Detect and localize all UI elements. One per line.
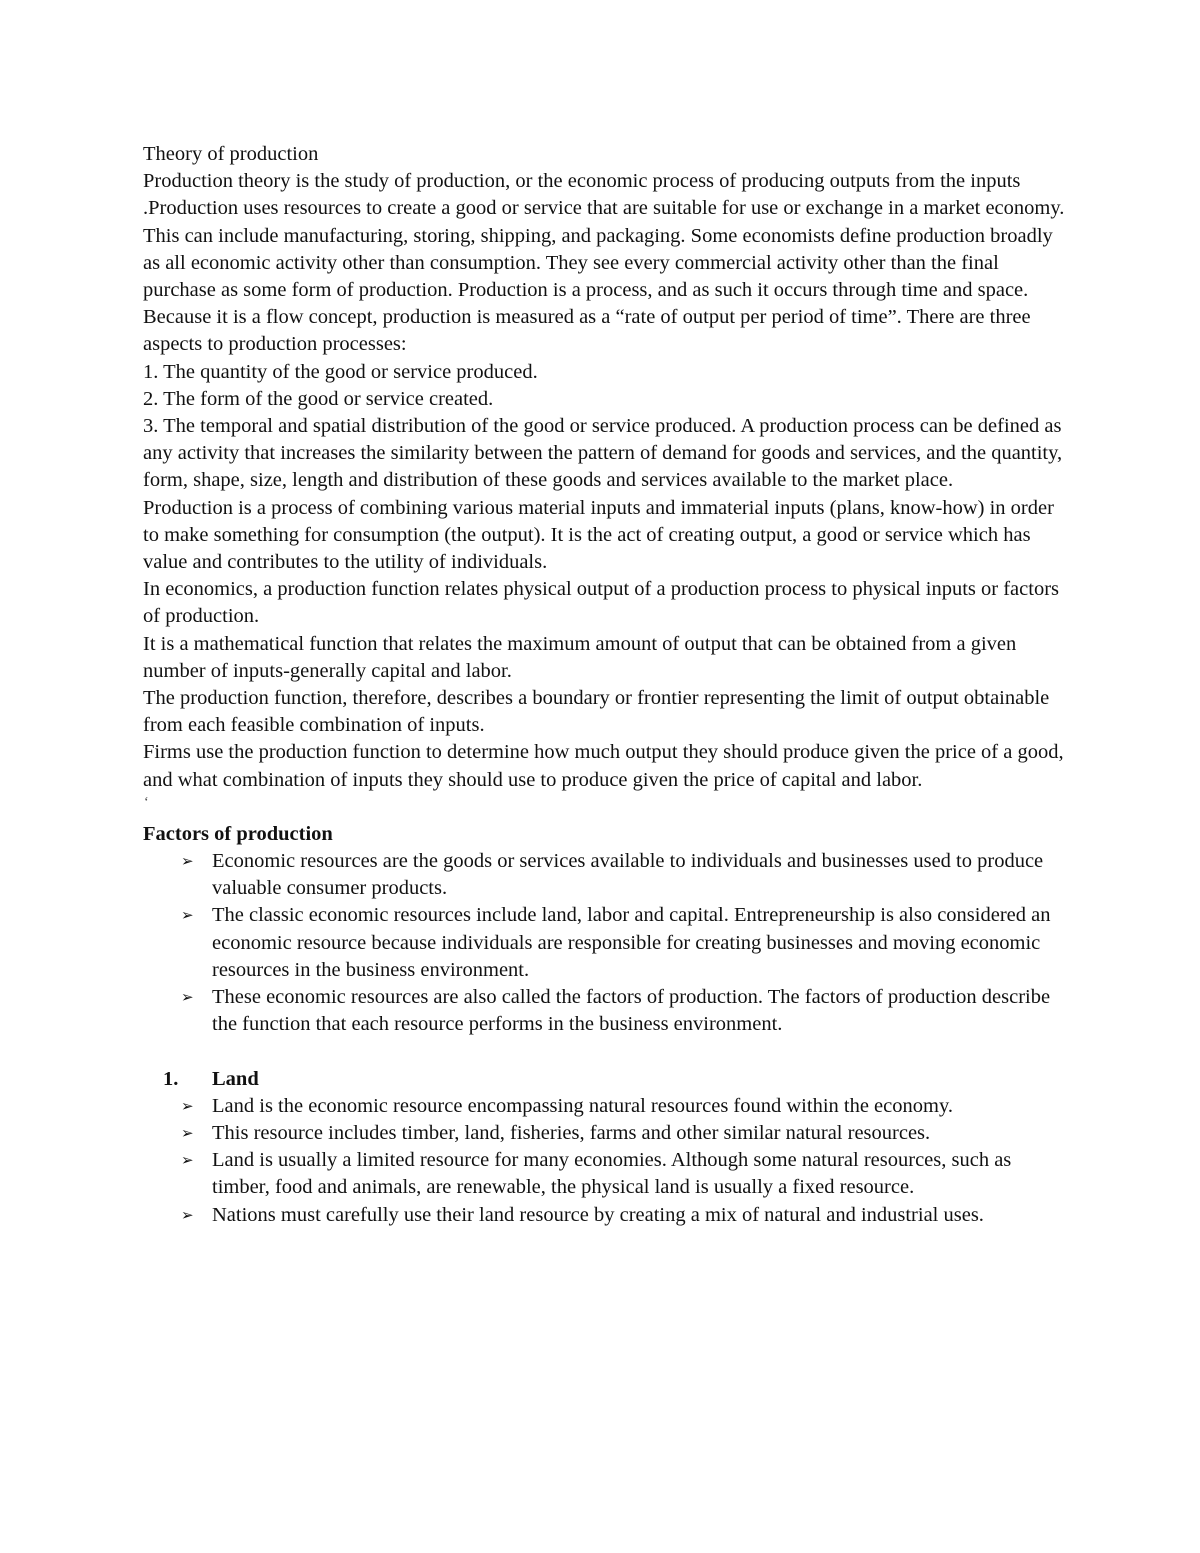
aspect-item-2: 2. The form of the good or service created. bbox=[143, 387, 494, 410]
arrow-bullet-icon: ➢ bbox=[181, 1096, 194, 1115]
paragraph-production-process: Production is a process of combining various material inputs and immaterial inputs (plans, know-how) in order to make something for consumption (the output). It is the act of creating output, a good or service which has value and contributes to the utility of individuals. bbox=[143, 496, 1054, 574]
arrow-bullet-icon: ➢ bbox=[181, 988, 194, 1007]
factors-heading: Factors of production bbox=[143, 822, 333, 845]
list-item bbox=[143, 902, 1073, 984]
list-item bbox=[143, 1202, 1073, 1229]
section-spacer bbox=[143, 1039, 1073, 1066]
list-item bbox=[143, 984, 1073, 1038]
factors-bullet-list bbox=[143, 848, 1073, 1038]
document-body bbox=[143, 141, 1073, 1229]
arrow-bullet-icon: ➢ bbox=[181, 1151, 194, 1170]
land-heading-text: Land bbox=[212, 1067, 259, 1090]
paragraph-firms: Firms use the production function to determine how much output they should produce given the price of a good, and what combination of inputs they should use to produce given the price of capital and labor. bbox=[143, 741, 1064, 791]
paragraph-boundary: The production function, therefore, describes a boundary or frontier representing the limit of output obtainable from each feasible combination of inputs. bbox=[143, 687, 1050, 737]
aspect-item-1: 1. The quantity of the good or service produced. bbox=[143, 360, 538, 383]
list-item bbox=[143, 848, 1073, 902]
bullet-text: This resource includes timber, land, fisheries, farms and other similar natural resources. bbox=[212, 1121, 931, 1144]
list-item bbox=[143, 1120, 1073, 1147]
document-title: Theory of production bbox=[143, 143, 319, 165]
arrow-bullet-icon: ➢ bbox=[181, 1123, 194, 1142]
aspect-item-3: 3. The temporal and spatial distribution of the good or service produced. A production process can be defined as any activity that increases the similarity between the pattern of demand for goods and services, and the quantity, form, shape, size, length and distribution of these goods and services available to the market place. bbox=[143, 415, 1063, 492]
bullet-text: These economic resources are also called the factors of production. The factors of production describe the function that each resource performs in the business environment. bbox=[212, 986, 1051, 1036]
bullet-text: Land is usually a limited resource for many economies. Although some natural resources, such as timber, food and animals, are renewable, the physical land is usually a fixed resource. bbox=[212, 1149, 1012, 1199]
bullet-text: Nations must carefully use their land resource by creating a mix of natural and industrial uses. bbox=[212, 1203, 984, 1226]
bullet-text: Economic resources are the goods or services available to individuals and businesses used to produce valuable consumer products. bbox=[212, 850, 1044, 900]
list-item bbox=[143, 1093, 1073, 1120]
land-heading bbox=[143, 1066, 1073, 1093]
intro-paragraph: Production theory is the study of production, or the economic process of producing outputs from the inputs .Production uses resources to create a good or service that are suitable for use or exchange in a market economy. This can include manufacturing, storing, shipping, and packaging. Some economists define production broadly as all economic activity other than consumption. They see every commercial activity other than the final purchase as some form of production. Production is a process, and as such it occurs through time and space. Because it is a flow concept, production is measured as a “rate of output per period of time”. There are three aspects to production processes: bbox=[143, 170, 1065, 356]
arrow-bullet-icon: ➢ bbox=[181, 1205, 194, 1224]
bullet-text: Land is the economic resource encompassing natural resources found within the economy. bbox=[212, 1094, 953, 1117]
stray-mark: ‘ bbox=[144, 794, 149, 810]
arrow-bullet-icon: ➢ bbox=[181, 906, 194, 925]
land-bullet-list bbox=[143, 1093, 1073, 1229]
paragraph-production-function: In economics, a production function relates physical output of a production process to physical inputs or factors of production. bbox=[143, 578, 1060, 628]
land-heading-number: 1. bbox=[163, 1067, 179, 1090]
arrow-bullet-icon: ➢ bbox=[181, 852, 194, 871]
bullet-text: The classic economic resources include land, labor and capital. Entrepreneurship is also considered an economic resource because individuals are responsible for creating businesses and moving economic resources in the business environment. bbox=[212, 904, 1051, 981]
list-item bbox=[143, 1147, 1073, 1201]
paragraph-mathematical-function: It is a mathematical function that relates the maximum amount of output that can be obtained from a given number of inputs-generally capital and labor. bbox=[143, 632, 1017, 682]
